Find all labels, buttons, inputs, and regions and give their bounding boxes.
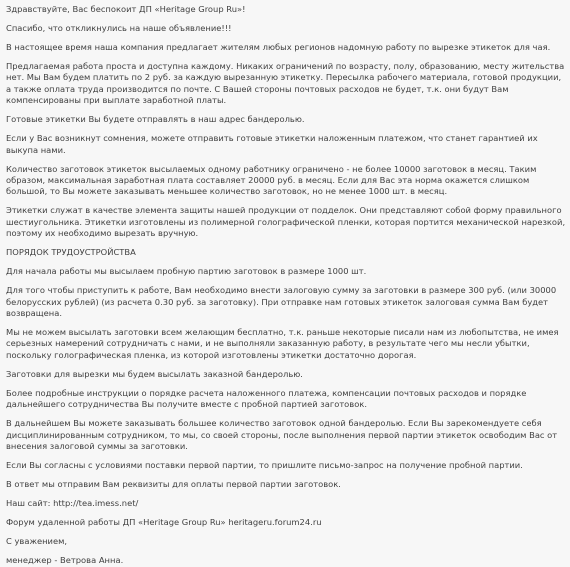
delivery-paragraph: Заготовки для вырезки мы будем высылать заказной бандеролью. <box>6 368 303 379</box>
deposit-paragraph: Для того чтобы приступить к работе, Вам необходимо внести залоговую сумму за заготовки в размере 300 руб. (или 30000 белорусских рублей) (из расчета 0.30 руб. за заготовку). При отправке нам готовых этикеток залоговая сумма Вам будет возвращена. <box>6 285 557 319</box>
greeting-text: Здравствуйте, Вас беспокоит ДП «Heritage Group Ru»! <box>6 4 246 14</box>
why-deposit-paragraph: Мы не можем высылать заготовки всем желающим бесплатно, т.к. раньше некоторые писали нам из любопытства, не имея серьезных намерений сотрудничать с нами, и не выполняли заказанную работу, в результате чего мы несли убытки, поскольку голографическая пленка, из которой изготовлены этикетки достаточно дорогая. <box>6 327 559 360</box>
thanks-text: Спасибо, что откликнулись на наше объявление!!! <box>6 23 232 33</box>
reply-paragraph: В ответ мы отправим Вам реквизиты для оплаты первой партии заготовок. <box>6 479 341 490</box>
regards-text: С уважением, <box>6 536 68 547</box>
site-line <box>6 498 566 509</box>
forum-link[interactable]: heritageru.forum24.ru <box>228 517 322 528</box>
future-paragraph: В дальнейшем Вы можете заказывать большее количество заготовок одной бандеролью. Если Вы зарекомендуете себя дисциплинированным сотрудником, то мы, со своей стороны, после выполнения первой партии этикеток освободим Вас от внесения залоговой суммы за заготовки. <box>6 418 558 452</box>
offer-paragraph: Предлагаемая работа проста и доступна каждому. Никаких ограничений по возрасту, полу, образованию, месту жительства нет. Мы Вам будем платить по 2 руб. за каждую вырезанную этикетку. Пересылка рабочего материала, готовой продукции, а также оплата труда производится по почте. С Вашей стороны почтовых расходов не будет, т.к. они будут Вам компенсированы при выплате заработной платы. <box>6 61 565 106</box>
intro-paragraph: В настоящее время наша компания предлагает жителям любых регионов надомную работу по вырезке этикеток для чая. <box>6 42 551 52</box>
description-paragraph: Этикетки служат в качестве элемента защиты нашей продукции от подделок. Они представляют собой форму правильного шестиугольника. Этикетки изготовлены из полимерной голографической пленки, которая портится механической нарезкой, поэтому их необходимо вырезать вручную. <box>6 205 566 239</box>
doubts-paragraph: Если у Вас возникнут сомнения, можете отправить готовые этикетки наложенным платежом, что станет гарантией их выкупа нами. <box>6 133 538 155</box>
send-ready-paragraph: Готовые этикетки Вы будете отправлять в наш адрес бандеролью. <box>6 114 305 125</box>
forum-label: Форум удаленной работы ДП «Heritage Group Ru» <box>6 517 229 528</box>
signature-text: менеджер - Ветрова Анна. <box>6 555 124 566</box>
site-label: Наш сайт: <box>6 498 54 509</box>
agree-paragraph: Если Вы согласны с условиями поставки первой партии, то пришлите письмо-запрос на получение пробной партии. <box>6 460 523 471</box>
site-link[interactable]: http://tea.imess.net/ <box>53 498 139 509</box>
instructions-paragraph: Более подробные инструкции о порядке расчета наложенного платежа, компенсации почтовых расходов и порядке дальнейшего сотрудничества Вы получите вместе с пробной партией заготовок. <box>6 387 527 410</box>
trial-paragraph: Для начала работы мы высылаем пробную партию заготовок в размере 1000 шт. <box>6 266 367 277</box>
forum-line <box>6 517 566 528</box>
quantity-paragraph: Количество заготовок этикеток высылаемых одному работнику ограничено - не более 10000 заготовок в месяц. Таким образом, максимальная заработная плата составляет 20000 руб. в месяц. Если для Вас эта норма окажется слишком большой, то Вы можете заказывать меньшее количество заготовок, но не менее 1000 шт. в месяц. <box>6 163 537 197</box>
section-title: ПОРЯДОК ТРУДОУСТРОЙСТВА <box>6 247 136 258</box>
